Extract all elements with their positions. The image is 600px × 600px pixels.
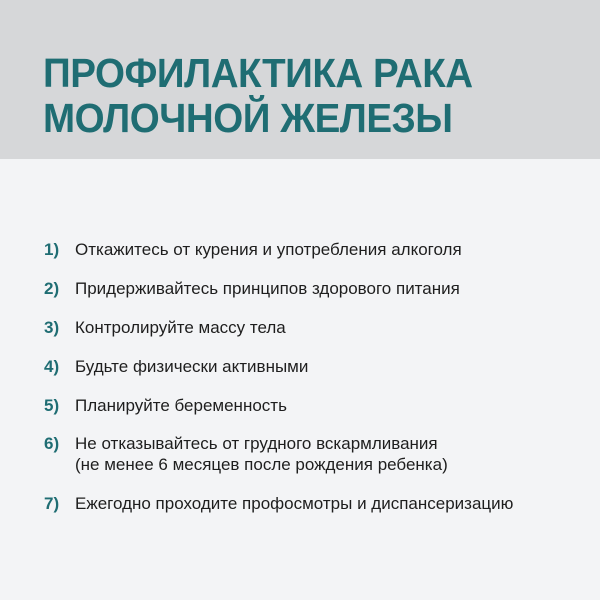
- page-title-line-2: МОЛОЧНОЙ ЖЕЛЕЗЫ: [43, 95, 453, 141]
- list-item-text: Ежегодно проходите профосмотры и диспансеризацию: [75, 494, 514, 513]
- page-title: [43, 51, 551, 141]
- list-item: [44, 317, 286, 338]
- list-item-number: 1): [44, 240, 60, 259]
- list-item-number: 3): [44, 318, 60, 337]
- list-item: [44, 278, 460, 299]
- list-item: [44, 395, 287, 416]
- list-item-text: Придерживайтесь принципов здорового питания: [75, 279, 460, 298]
- list-item-text: Планируйте беременность: [75, 396, 287, 415]
- list-item-text: [75, 433, 448, 475]
- list-item-text: Откажитесь от курения и употребления алкоголя: [75, 240, 462, 259]
- list-item-number: 4): [44, 357, 60, 376]
- list-item: [44, 493, 513, 514]
- list-item-number: 5): [44, 396, 60, 415]
- list-item-number: 2): [44, 279, 60, 298]
- list-item-number: 7): [44, 494, 60, 513]
- list-item-text-line-2: (не менее 6 месяцев после рождения ребенка): [75, 455, 448, 474]
- list-item-text: Будьте физически активными: [75, 357, 309, 376]
- list-item-text-line-1: Не отказывайтесь от грудного вскармливания: [75, 434, 438, 453]
- list-item: [44, 356, 308, 377]
- list-item-number: 6): [44, 434, 60, 453]
- header-banner: [0, 0, 600, 159]
- page-title-line-1: ПРОФИЛАКТИКА РАКА: [43, 50, 473, 96]
- list-item-text: Контролируйте массу тела: [75, 318, 286, 337]
- list-item: [44, 239, 462, 260]
- list-item: [44, 433, 448, 475]
